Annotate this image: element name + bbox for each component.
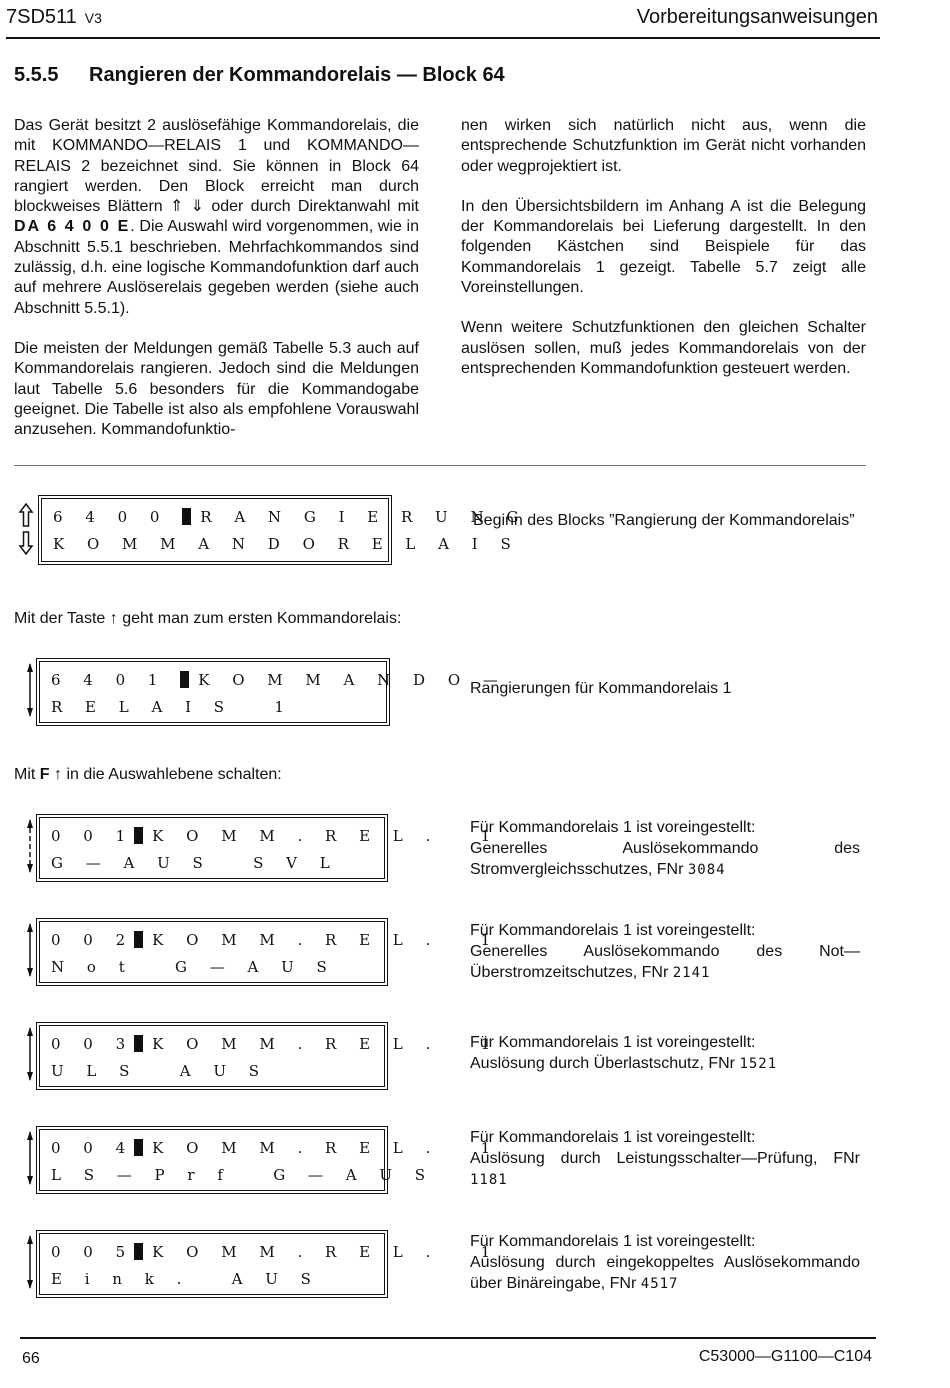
display-description: Rangierungen für Kommandorelais 1 xyxy=(470,680,732,697)
display-description: Für Kommandorelais 1 ist voreingestellt: Auslösung durch Leistungsschalter—Prüfung, FNr 1181 xyxy=(470,1129,860,1188)
lcd-row-1: 0 0 2 K O M M . R E L . 1 xyxy=(51,931,500,949)
function-number: 1521 xyxy=(739,1056,778,1072)
cursor-block-icon xyxy=(134,827,143,844)
cursor-block-icon xyxy=(134,1243,143,1260)
lcd-row-1: 0 0 1 K O M M . R E L . 1 xyxy=(51,827,500,845)
display-description: Für Kommandorelais 1 ist voreingestellt: Generelles Auslösekommando des Stromvergleichsschutzes, FNr 3084 xyxy=(470,819,860,878)
lcd-row-2: G — A U S S V L xyxy=(51,854,339,872)
lcd-row-2: E i n k . A U S xyxy=(51,1270,320,1288)
cursor-block-icon xyxy=(182,508,191,525)
lcd-row-2: L S — P r f G — A U S xyxy=(51,1166,435,1184)
paragraph-text: Das Gerät besitzt 2 auslösefähige Kommandorelais, die mit KOMMANDO—RELAIS 1 und KOMMANDO—RELAIS 2 bezeichnet sind. Sie können in Block 64 rangiert werden. Den Block erreicht man durch blockweises Blättern ⇑ ⇓ oder durch Direktanwahl mit xyxy=(14,117,419,216)
display-description: Für Kommandorelais 1 ist voreingestellt: Auslösung durch Überlastschutz, FNr 1521 xyxy=(470,1034,778,1072)
lcd-row-2: R E L A I S 1 xyxy=(51,698,293,716)
block-scroll-arrows-icon xyxy=(18,502,34,556)
lcd-display-003 xyxy=(36,1022,500,1090)
display-description: Für Kommandorelais 1 ist voreingestellt: Generelles Auslösekommando des Not—Überstromzeitschutzes, FNr 2141 xyxy=(470,922,860,981)
lcd-display-6400 xyxy=(38,495,528,565)
cursor-block-icon xyxy=(134,931,143,948)
lcd-display-002 xyxy=(36,918,500,986)
section-title: Rangieren der Kommandorelais — Block 64 xyxy=(89,64,505,86)
function-number: 4517 xyxy=(640,1276,679,1292)
cursor-block-icon xyxy=(134,1139,143,1156)
lcd-row-2: N o t G — A U S xyxy=(51,958,336,976)
paragraph xyxy=(14,116,419,319)
paragraph: Die meisten der Meldungen gemäß Tabelle 5.3 auch auf Kommandorelais rangieren. Jedoch sind die Meldungen laut Tabelle 5.6 besonders für die Kommandogabe geeignet. Die Tabelle ist also als empfohlene Vorauswahl anzusehen. Kommandofunktio- xyxy=(14,339,419,439)
instruction-text: Mit der Taste ↑ geht man zum ersten Kommandorelais: xyxy=(14,610,402,627)
lcd-row-1: 0 0 3 K O M M . R E L . 1 xyxy=(51,1035,500,1053)
cursor-block-icon xyxy=(134,1035,143,1052)
paragraph: In den Übersichtsbildern im Anhang A ist die Belegung der Kommandorelais bei Lieferung dargestellt. In den folgenden Kästchen sind Beispiele für das Kommandorelais 1 gezeigt. Tabelle 5.7 zeigt alle Voreinstellungen. xyxy=(461,197,866,297)
paragraph: Wenn weitere Schutzfunktionen den gleichen Schalter auslösen sollen, muß jedes Kommandorelais von der entsprechenden Kommandofunktion gesteuert werden. xyxy=(461,319,866,377)
function-key-label: F xyxy=(39,766,50,783)
document-model xyxy=(6,6,102,29)
lcd-display-6401 xyxy=(36,658,507,726)
page-number: 66 xyxy=(22,1350,40,1367)
section-heading xyxy=(14,64,505,87)
model-name: 7SD511 xyxy=(6,6,77,28)
section-divider xyxy=(14,465,866,466)
function-number: 3084 xyxy=(687,862,726,878)
instruction-text: Mit F ↑ in die Auswahlebene schalten: xyxy=(14,766,282,783)
lcd-row-1: 6 4 0 1 K O M M A N D O — xyxy=(51,671,507,689)
paragraph-text: . Die Auswahl wird vorgenommen, wie in Abschnitt 5.5.1 beschrieben. Mehrfachkommandos sind zulässig, d.h. eine logische Kommandofunktion darf auch auf mehrere Auslöserelais gegeben werden (siehe auch Abschnitt 5.5.1). xyxy=(14,218,419,317)
cursor-block-icon xyxy=(180,671,189,688)
model-version: V3 xyxy=(84,10,102,26)
lcd-row-2: K O M M A N D O R E L A I S xyxy=(53,535,520,553)
lcd-display-001 xyxy=(36,814,500,882)
function-number: 1181 xyxy=(470,1172,508,1188)
direct-select-code: DA 6 4 0 0 E xyxy=(14,218,131,236)
section-number: 5.5.5 xyxy=(14,64,59,86)
lcd-row-1: 0 0 5 K O M M . R E L . 1 xyxy=(51,1243,500,1261)
header-rule xyxy=(6,37,880,39)
footer-rule xyxy=(20,1337,876,1339)
body-left-column xyxy=(14,116,419,440)
lcd-row-1: 6 4 0 0 R A N G I E R U N G xyxy=(53,508,528,526)
paragraph: nen wirken sich natürlich nicht aus, wenn die entsprechende Schutzfunktion im Gerät nicht vorhanden oder wegprojektiert ist. xyxy=(461,117,866,175)
display-description: Für Kommandorelais 1 ist voreingestellt: Auslösung durch eingekoppeltes Auslösekommando über Binäreingabe, FNr 4517 xyxy=(470,1233,860,1292)
document-number: C53000—G1100—C104 xyxy=(698,1348,872,1365)
lcd-row-2: U L S A U S xyxy=(51,1062,269,1080)
display-description: Beginn des Blocks ”Rangierung der Kommandorelais” xyxy=(473,512,855,529)
lcd-row-1: 0 0 4 K O M M . R E L . 1 xyxy=(51,1139,500,1157)
lcd-display-005 xyxy=(36,1230,500,1298)
function-number: 2141 xyxy=(672,965,711,981)
chapter-title: Vorbereitungsanweisungen xyxy=(636,6,878,28)
body-right-column xyxy=(461,116,866,379)
